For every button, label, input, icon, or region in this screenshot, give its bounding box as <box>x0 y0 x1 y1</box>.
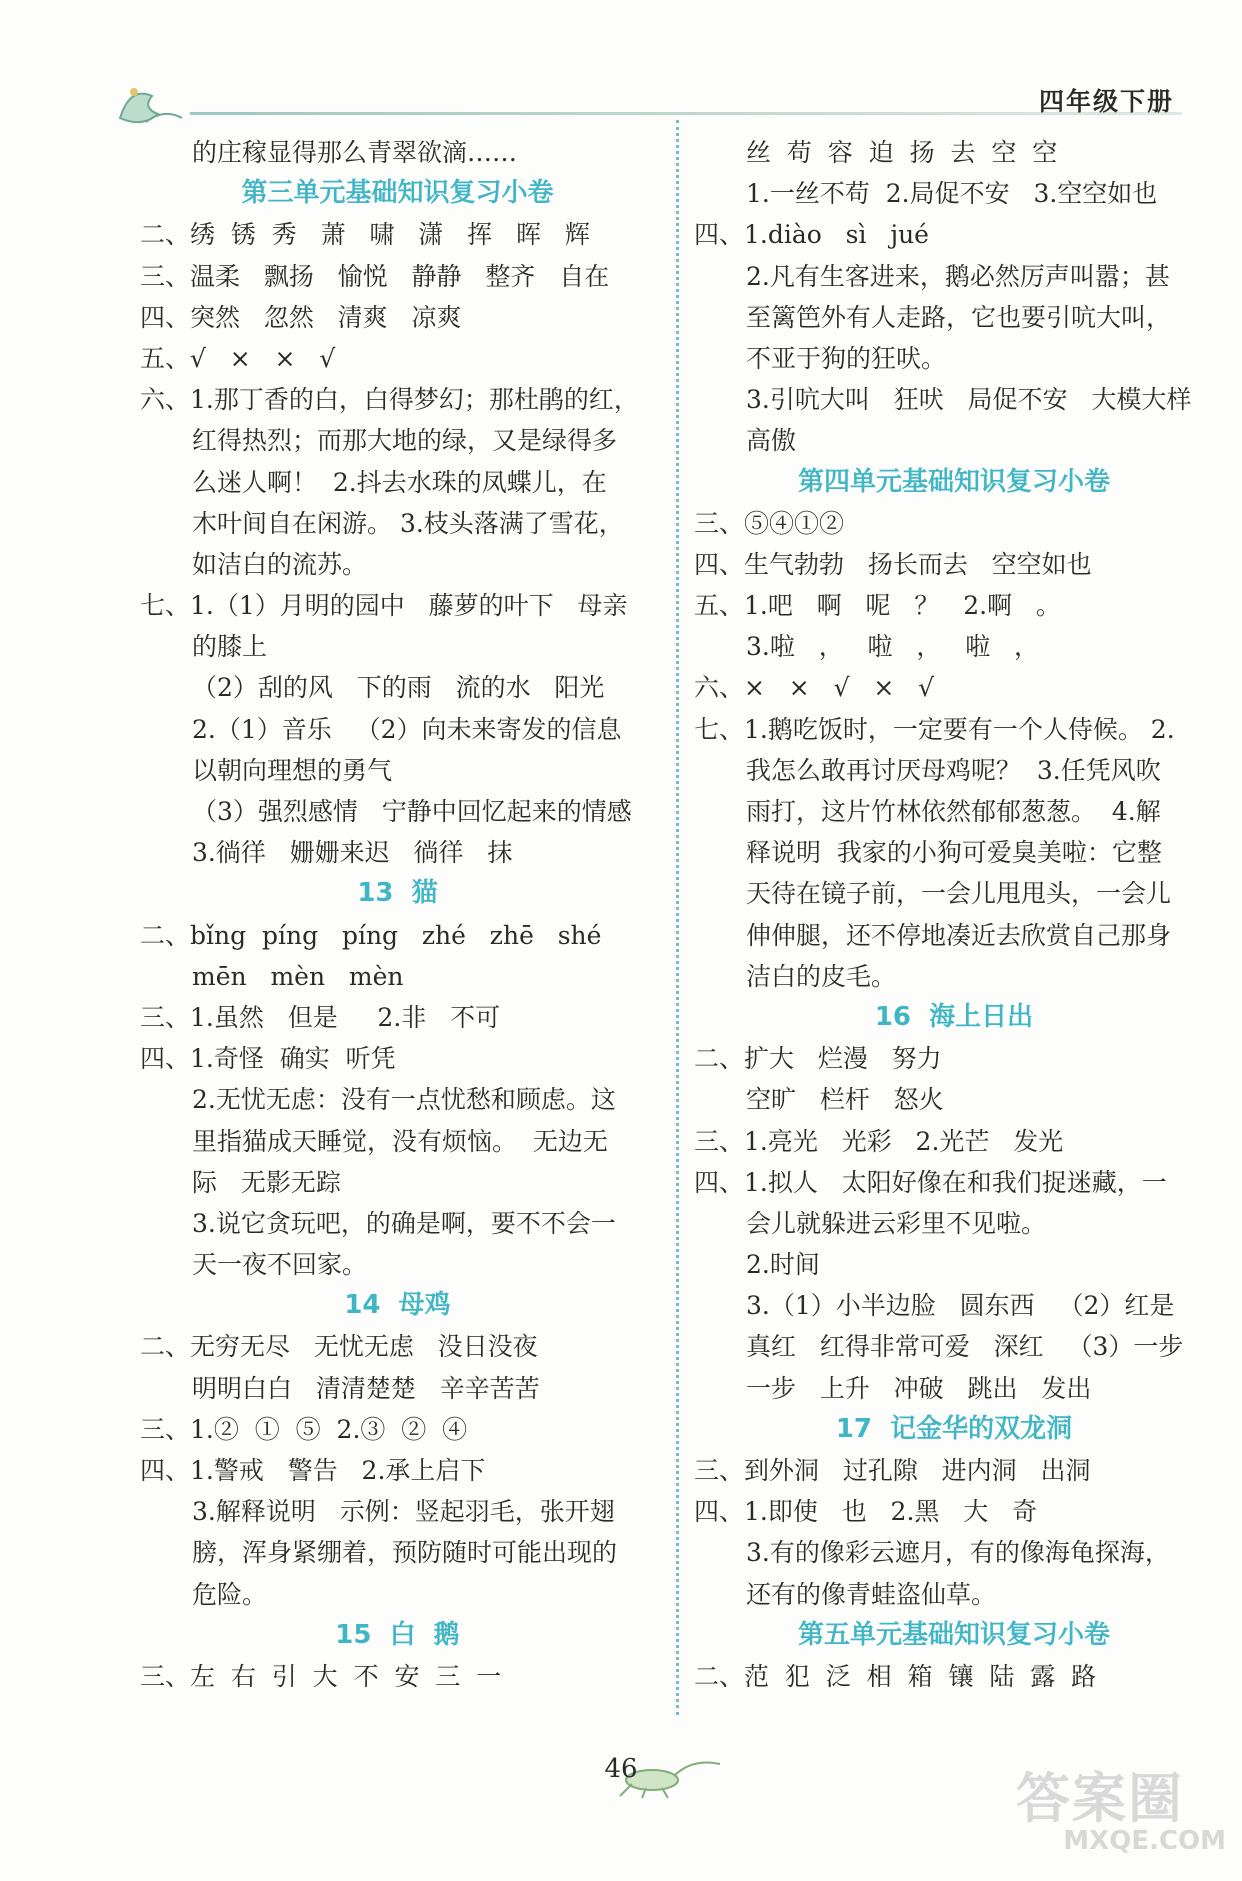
header-rule <box>190 112 1182 115</box>
answer-line-left-27: 天一夜不回家。 <box>192 1250 368 1280</box>
section-heading-right-21: 16 海上日出 <box>874 1001 1034 1032</box>
answer-line-left-16: （3）强烈感情 宁静中回忆起来的情感 <box>192 797 632 826</box>
page-number: 46 <box>604 1754 638 1784</box>
answer-line-right-28: 3.（1）小半边脸 圆东西 （2）红是 <box>746 1291 1175 1321</box>
watermark-top: 答案圈 <box>1016 1767 1184 1830</box>
answer-line-right-16: 雨打，这片竹林依然郁郁葱葱。 4.解 <box>746 797 1161 826</box>
answer-line-left-23: 2.无忧无虑：没有一点忧愁和顾虑。这 <box>192 1085 616 1115</box>
watermark-bottom: MXQE.COM <box>1063 1826 1226 1856</box>
answer-line-right-12: 3.啦 ， 啦 ， 啦 ， <box>746 632 1040 662</box>
section-heading-right-8: 第四单元基础知识复习小卷 <box>797 466 1110 497</box>
answer-line-right-35: 还有的像青蛙盗仙草。 <box>746 1579 997 1609</box>
answer-line-left-14: 2.（1）音乐 （2）向未来寄发的信息 <box>192 714 622 744</box>
answer-line-left-37: 三、左 右 引 大 不 安 三 一 <box>140 1661 502 1691</box>
answer-line-left-33: 3.解释说明 示例：竖起羽毛，张开翅 <box>192 1497 615 1527</box>
answer-line-left-0: 的庄稼显得那么青翠欲滴…… <box>192 138 518 167</box>
answer-line-left-12: 的膝上 <box>192 632 268 662</box>
answer-line-left-32: 四、1.警戒 警告 2.承上启下 <box>140 1456 486 1485</box>
answer-line-left-25: 际 无影无踪 <box>192 1167 341 1197</box>
answer-line-right-10: 四、生气勃勃 扬长而去 空空如也 <box>694 549 1092 579</box>
answer-line-right-25: 四、1.拟人 太阳好像在和我们捉迷藏，一 <box>694 1167 1167 1197</box>
right-column <box>694 132 1214 1697</box>
answer-line-left-26: 3.说它贪玩吧，的确是啊，要不不会一 <box>192 1208 616 1238</box>
section-heading-left-36: 15 白 鹅 <box>335 1619 460 1650</box>
answer-line-left-17: 3.徜徉 姗姗来迟 徜徉 抹 <box>192 838 513 868</box>
answer-line-right-0: 丝 苟 容 迫 扬 去 空 空 <box>746 138 1058 167</box>
answer-line-left-2: 二、绣 锈 秀 萧 啸 潇 挥 晖 辉 <box>140 220 590 250</box>
answer-line-left-31: 三、1.② ① ⑤ 2.③ ② ④ <box>140 1414 468 1444</box>
answer-line-right-17: 释说明 我家的小狗可爱臭美啦：它整 <box>746 838 1162 868</box>
answer-line-left-13: （2）刮的风 下的雨 流的水 阳光 <box>192 673 605 703</box>
answer-line-right-13: 六、× × √ × √ <box>694 673 935 703</box>
answer-line-right-7: 高傲 <box>746 426 797 456</box>
column-divider <box>676 120 679 1715</box>
answer-line-left-20: mēn mèn mèn <box>192 961 404 991</box>
section-heading-left-28: 14 母鸡 <box>344 1290 451 1321</box>
answer-line-right-24: 三、1.亮光 光彩 2.光芒 发光 <box>694 1126 1064 1156</box>
answer-line-left-24: 里指猫成天睡觉，没有烦恼。 无边无 <box>192 1126 608 1156</box>
answer-line-right-34: 3.有的像彩云遮月，有的像海龟探海， <box>746 1538 1170 1568</box>
answer-line-left-8: 么迷人啊！ 2.抖去水珠的凤蝶儿，在 <box>192 467 607 497</box>
answer-line-right-37: 二、范 犯 泛 相 箱 镶 陆 露 路 <box>694 1661 1097 1691</box>
answer-line-right-4: 至篱笆外有人走路，它也要引吭大叫， <box>746 302 1172 332</box>
section-heading-left-18: 13 猫 <box>357 878 438 909</box>
answer-line-right-33: 四、1.即使 也 2.黑 大 奇 <box>694 1497 1038 1527</box>
answer-line-left-7: 红得热烈；而那大地的绿，又是绿得多 <box>192 426 618 456</box>
answer-line-right-32: 三、到外洞 过孔隙 进内洞 出洞 <box>694 1456 1091 1485</box>
answer-line-left-21: 三、1.虽然 但是 2.非 不可 <box>140 1002 501 1032</box>
answer-line-right-5: 不亚于狗的狂吠。 <box>746 343 947 373</box>
left-column <box>140 132 655 1697</box>
answer-line-left-19: 二、bǐng píng píng zhé zhē shé <box>140 920 602 950</box>
answer-line-right-26: 会儿就躲进云彩里不见啦。 <box>746 1208 1047 1238</box>
answer-line-right-6: 3.引吭大叫 狂吠 局促不安 大模大样 <box>746 385 1192 415</box>
publisher-logo <box>112 78 202 138</box>
answer-line-left-9: 木叶间自在闲游。 3.枝头落满了雪花， <box>192 508 624 538</box>
answer-line-left-10: 如洁白的流苏。 <box>192 549 368 579</box>
answer-line-right-1: 1.一丝不苟 2.局促不安 3.空空如也 <box>746 179 1158 209</box>
answer-line-left-30: 明明白白 清清楚楚 辛辛苦苦 <box>192 1373 540 1403</box>
answer-line-left-6: 六、1.那丁香的白，白得梦幻；那杜鹃的红， <box>140 385 639 415</box>
answer-line-left-29: 二、无穷无尽 无忧无虑 没日没夜 <box>140 1332 538 1362</box>
answer-line-left-5: 五、√ × × √ <box>140 343 336 373</box>
answer-line-right-27: 2.时间 <box>746 1250 820 1280</box>
answer-line-right-15: 我怎么敢再讨厌母鸡呢？ 3.任凭风吹 <box>746 755 1161 785</box>
answer-line-right-20: 洁白的皮毛。 <box>746 961 897 991</box>
answer-line-left-3: 三、温柔 飘扬 愉悦 静静 整齐 自在 <box>140 261 610 291</box>
answer-line-right-29: 真红 红得非常可爱 深红 （3）一步 <box>746 1332 1184 1362</box>
answer-line-left-22: 四、1.奇怪 确实 听凭 <box>140 1044 396 1074</box>
section-heading-left-1: 第三单元基础知识复习小卷 <box>241 178 554 209</box>
watermark <box>1016 1767 1226 1861</box>
answer-line-right-2: 四、1.diào sì jué <box>694 220 929 250</box>
answer-line-right-9: 三、⑤④①② <box>694 508 845 538</box>
answer-line-right-3: 2.凡有生客进来，鹅必然厉声叫嚣；甚 <box>746 261 1170 291</box>
answer-line-right-22: 二、扩大 烂漫 努力 <box>694 1044 942 1074</box>
answer-line-right-19: 伸伸腿，还不停地凑近去欣赏自己那身 <box>746 920 1172 950</box>
answer-line-left-34: 膀，浑身紧绷着，预防随时可能出现的 <box>192 1538 618 1568</box>
section-heading-right-36: 第五单元基础知识复习小卷 <box>797 1619 1110 1650</box>
answer-line-left-35: 危险。 <box>192 1579 268 1609</box>
answer-line-left-4: 四、突然 忽然 清爽 凉爽 <box>140 302 462 332</box>
answer-line-right-14: 七、1.鹅吃饭时，一定要有一个人侍候。 2. <box>694 714 1175 744</box>
answer-line-right-11: 五、1.吧 啊 呢 ？ 2.啊 。 <box>694 591 1061 621</box>
grade-label: 四年级下册 <box>1038 87 1174 116</box>
answer-line-right-18: 天待在镜子前，一会儿甩甩头，一会儿 <box>746 879 1172 909</box>
answer-line-right-30: 一步 上升 冲破 跳出 发出 <box>746 1373 1092 1403</box>
answer-line-left-11: 七、1.（1）月明的园中 藤萝的叶下 母亲 <box>140 591 628 621</box>
section-heading-right-31: 17 记金华的双龙洞 <box>835 1413 1073 1444</box>
answer-line-right-23: 空旷 栏杆 怒火 <box>746 1085 944 1115</box>
answer-line-left-15: 以朝向理想的勇气 <box>192 755 393 785</box>
